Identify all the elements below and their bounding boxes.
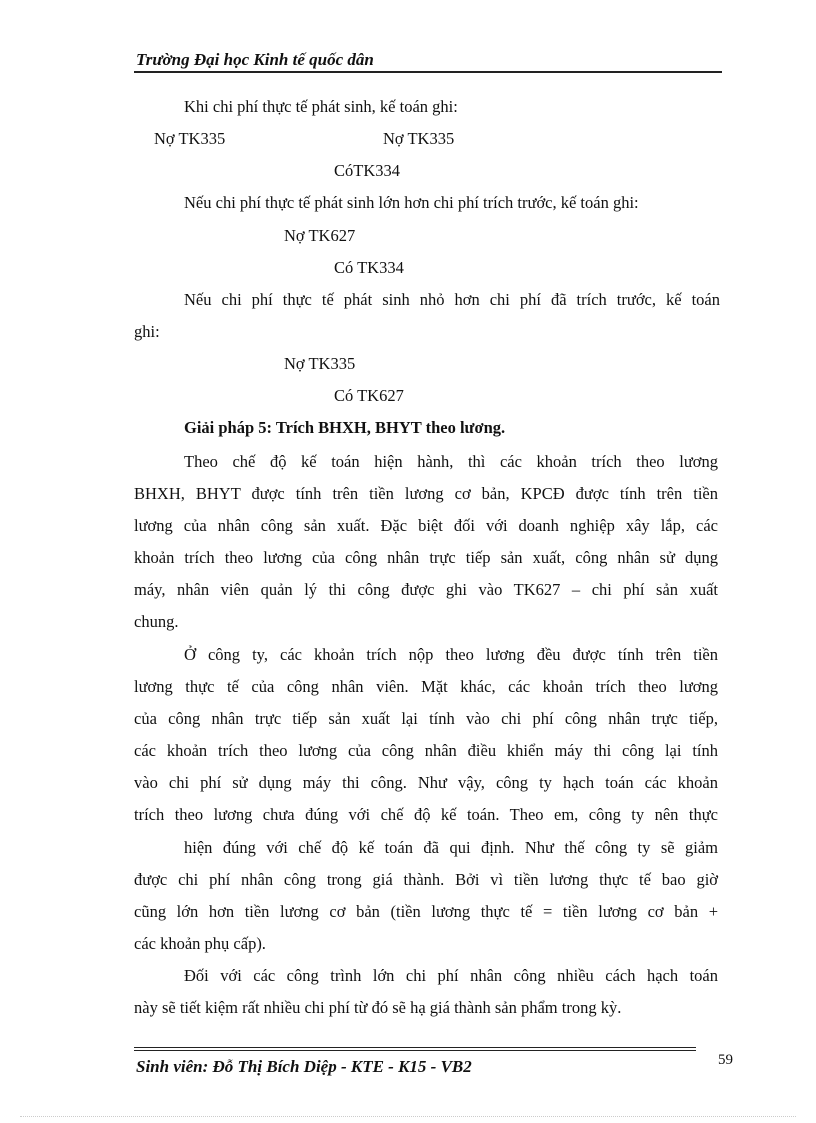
text-line: trích theo lương chưa đúng với chế độ kế toán. Theo em, công ty nên thực — [134, 805, 718, 824]
text-line: các khoản trích theo lương của công nhân điều khiển máy thi công lại tính — [134, 741, 718, 760]
text-line: hiện đúng với chế độ kế toán đã qui định. Như thế công ty sẽ giảm — [184, 838, 718, 857]
text-line: Nợ TK335 — [154, 129, 226, 148]
text-line: BHXH, BHYT được tính trên tiền lương cơ bản, KPCĐ được tính trên tiền — [134, 484, 718, 503]
text-line: Nợ TK335 — [284, 354, 356, 373]
text-line: lương của nhân công sản xuất. Đặc biệt đối với doanh nghiệp xây lắp, các — [134, 516, 718, 535]
page-number: 59 — [718, 1052, 733, 1068]
text-line: Nếu chi phí thực tế phát sinh nhỏ hơn chi phí đã trích trước, kế toán — [184, 290, 720, 309]
text-line: Nợ TK627 — [284, 226, 356, 245]
text-line: Nếu chi phí thực tế phát sinh lớn hơn chi phí trích trước, kế toán ghi: — [184, 193, 639, 212]
text-line: này sẽ tiết kiệm rất nhiều chi phí từ đó sẽ hạ giá thành sản phẩm trong kỳ. — [134, 998, 622, 1017]
text-line: được chi phí nhân công trong giá thành. Bởi vì tiền lương thực tế bao giờ — [134, 870, 718, 889]
footer-rule — [134, 1047, 696, 1048]
text-line: Nợ TK335 — [383, 129, 455, 148]
text-line: lương thực tế của công nhân viên. Mặt khác, các khoản trích theo lương — [134, 677, 718, 696]
text-line: Theo chế độ kế toán hiện hành, thì các khoản trích theo lương — [184, 452, 718, 471]
text-line: Có TK627 — [334, 386, 404, 405]
footer-rule — [134, 1050, 696, 1051]
text-line: cũng lớn hơn tiền lương cơ bản (tiền lương thực tế = tiền lương cơ bản + — [134, 902, 718, 921]
text-line: Khi chi phí thực tế phát sinh, kế toán ghi: — [184, 97, 458, 116]
text-line: CóTK334 — [334, 161, 400, 180]
text-line: ghi: — [134, 322, 160, 341]
text-line: máy, nhân viên quản lý thi công được ghi vào TK627 – chi phí sản xuất — [134, 580, 718, 599]
section-heading: Giải pháp 5: Trích BHXH, BHYT theo lương. — [184, 418, 506, 437]
page-edge-divider — [20, 1116, 796, 1117]
text-line: Có TK334 — [334, 258, 404, 277]
text-line: Ở công ty, các khoản trích nộp theo lương đều được tính trên tiền — [184, 645, 718, 664]
header-rule — [134, 71, 722, 73]
footer-student: Sinh viên: Đỗ Thị Bích Diệp - KTE - K15 - VB2 — [136, 1057, 472, 1076]
text-line: của công nhân trực tiếp sản xuất lại tính vào chi phí công nhân trực tiếp, — [134, 709, 718, 728]
header-title: Trường Đại học Kinh tế quốc dân — [136, 50, 374, 69]
text-line: khoản trích theo lương của công nhân trực tiếp sản xuất, công nhân sử dụng — [134, 548, 718, 567]
text-line: vào chi phí sử dụng máy thi công. Như vậy, công ty hạch toán các khoản — [134, 773, 718, 792]
text-line: Đối với các công trình lớn chi phí nhân công nhiều cách hạch toán — [184, 966, 718, 985]
text-line: các khoản phụ cấp). — [134, 934, 266, 953]
text-line: chung. — [134, 612, 179, 631]
